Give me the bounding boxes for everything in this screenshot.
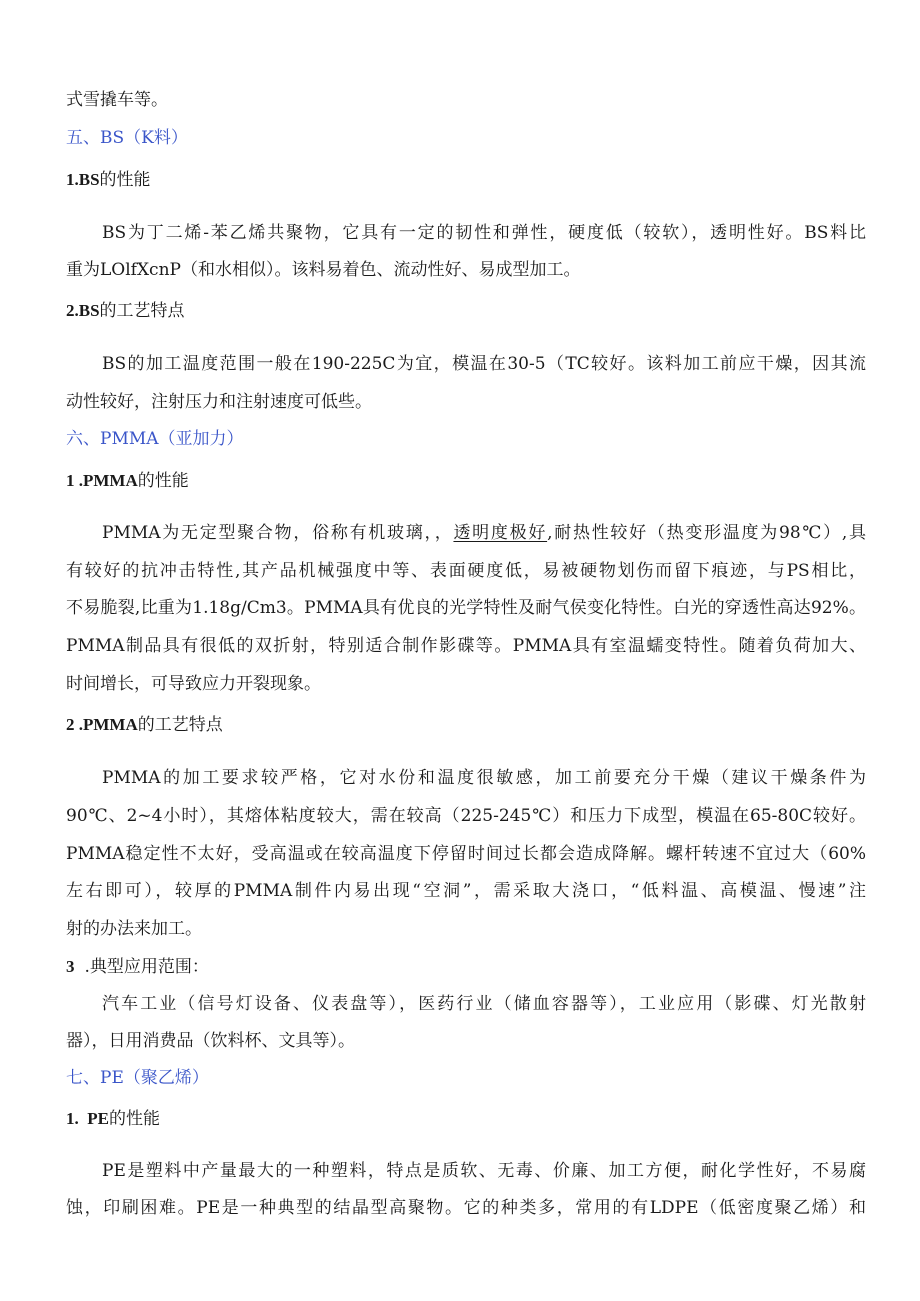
- subheading-number: 2.BS: [66, 301, 100, 320]
- paragraph-line: 重为LOlfXcnP（和水相似）。该料易着色、流动性好、易成型加工。: [66, 260, 581, 280]
- subheading-number: 2 .PMMA: [66, 715, 138, 734]
- paragraph-line: BS为丁二烯-苯乙烯共聚物，它具有一定的韧性和弹性，硬度低（较软），透明性好。BS料比: [102, 223, 866, 243]
- paragraph-line: 时间增长，可导致应力开裂现象。: [66, 674, 321, 694]
- subheading-pmma-applications: [66, 955, 866, 979]
- subheading-bs-process: [66, 299, 866, 323]
- subheading-number: 3: [66, 957, 75, 976]
- paragraph-line: 器），日用消费品（饮料杯、文具等）。: [66, 1031, 355, 1051]
- underlined-text: 透明度极好: [453, 523, 548, 543]
- subheading-pmma-properties: [66, 469, 866, 493]
- paragraph-line: 左右即可），较厚的PMMA制件内易出现“空洞”，需采取大浇口，“低料温、高模温、慢速”注: [66, 881, 866, 901]
- paragraph-line: 式雪撬车等。: [66, 90, 168, 110]
- paragraph-line: PE是塑料中产量最大的一种塑料，特点是质软、无毒、价廉、加工方便，耐化学性好，不易腐: [102, 1161, 866, 1181]
- text-run: ,耐热性较好（热变形温度为98℃）,具: [547, 523, 866, 543]
- text-run: PMMA为无定型聚合物，俗称有机玻璃，，: [102, 523, 454, 543]
- subheading-bs-properties: [66, 168, 866, 192]
- section-heading-pmma: 六、PMMA（亚加力）: [66, 429, 244, 449]
- paragraph-line: [102, 521, 866, 545]
- paragraph-line: 射的办法来加工。: [66, 919, 202, 939]
- subheading-text: 的工艺特点: [99, 301, 185, 321]
- paragraph-line: 不易脆裂,比重为1.18g∕Cm3。PMMA具有优良的光学特性及耐气侯变化特性。白光的穿透性高达92%。: [66, 598, 866, 618]
- paragraph-line: 90℃、2~4小时），其熔体粘度较大，需在较高（225-245℃）和压力下成型，模温在65-80C较好。: [66, 806, 866, 826]
- paragraph-line: 蚀，印刷困难。PE是一种典型的结晶型高聚物。它的种类多，常用的有LDPE（低密度聚乙烯）和: [66, 1198, 866, 1218]
- subheading-text: 的性能: [137, 471, 189, 491]
- subheading-number: 1. PE: [66, 1109, 109, 1128]
- paragraph-line: PMMA制品具有很低的双折射，特别适合制作影碟等。PMMA具有室温蠕变特性。随着负荷加大、: [66, 636, 866, 656]
- subheading-text: 的性能: [99, 170, 151, 190]
- paragraph-line: 汽车工业（信号灯设备、仪表盘等），医药行业（储血容器等），工业应用（影碟、灯光散射: [102, 994, 866, 1014]
- section-heading-pe: 七、PE（聚乙烯）: [66, 1068, 209, 1088]
- subheading-text: .典型应用范围：: [84, 957, 209, 977]
- subheading-number: 1.BS: [66, 170, 100, 189]
- subheading-pe-properties: [66, 1107, 866, 1131]
- paragraph-line: PMMA稳定性不太好，受高温或在较高温度下停留时间过长都会造成降解。螺杆转速不宜过大（60%: [66, 844, 866, 864]
- section-heading-bs: 五、BS（K料）: [66, 128, 188, 148]
- subheading-text: 的工艺特点: [137, 715, 223, 735]
- paragraph-line: 动性较好，注射压力和注射速度可低些。: [66, 392, 372, 412]
- paragraph-line: BS的加工温度范围一般在190-225C为宜，模温在30-5（TC较好。该料加工前应干燥，因其流: [102, 354, 866, 374]
- paragraph-line: PMMA的加工要求较严格，它对水份和温度很敏感，加工前要充分干燥（建议干燥条件为: [102, 768, 866, 788]
- subheading-number: 1 .PMMA: [66, 471, 138, 490]
- subheading-text: 的性能: [108, 1109, 160, 1129]
- subheading-pmma-process: [66, 713, 866, 737]
- paragraph-line: 有较好的抗冲击特性,其产品机械强度中等、表面硬度低，易被硬物划伤而留下痕迹，与PS相比，: [66, 561, 866, 581]
